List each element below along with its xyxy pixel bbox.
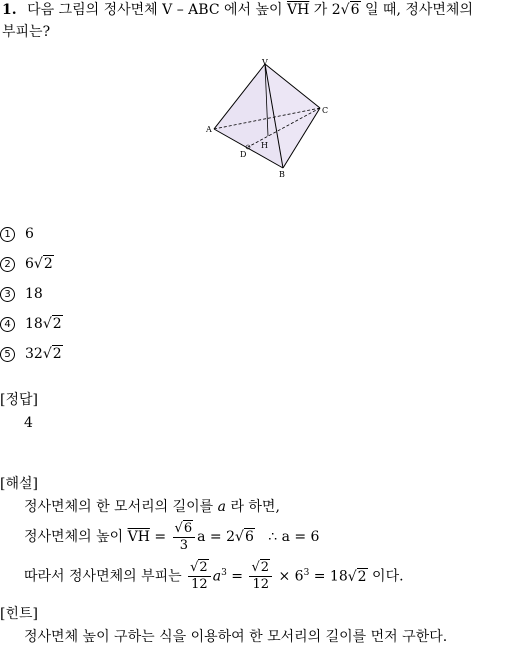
question-text-pre: 다음 그림의 정사면체 V – ABC 에서 높이 bbox=[27, 2, 283, 18]
fraction-root2-over-12: $\frac{√2}{12}$ bbox=[188, 560, 211, 593]
choice-1[interactable] bbox=[0, 226, 34, 242]
explanation-header: [해설] bbox=[0, 476, 38, 492]
choice-3[interactable] bbox=[0, 286, 43, 302]
hint-text: 정사면체 높이 구하는 식을 이용하여 한 모서리의 길이를 먼저 구한다. bbox=[24, 629, 448, 645]
explanation-line-3: 따라서 정사면체의 부피는 $\frac{√2}{12}$ $a^3$ = $\frac{√2}{12}$ × $6^3 = 18√2$ 이다. bbox=[24, 560, 404, 593]
var-a: a bbox=[217, 499, 226, 515]
choice-marker: 5 bbox=[0, 347, 15, 362]
label-a: A bbox=[206, 125, 212, 134]
choice-4[interactable] bbox=[0, 316, 63, 332]
choice-text: 18 bbox=[25, 316, 43, 332]
answer-header: [정답] bbox=[0, 392, 38, 408]
question-line-1 bbox=[2, 0, 473, 20]
tetrahedron-figure bbox=[200, 56, 335, 178]
label-c: C bbox=[322, 106, 329, 115]
choice-text: 6 bbox=[25, 256, 34, 272]
fraction-root6-over-3: $\frac{√6}{3}$ bbox=[173, 521, 196, 554]
choice-marker: 1 bbox=[0, 227, 15, 242]
question-line-2: 부피는? bbox=[2, 24, 51, 40]
label-b: B bbox=[279, 170, 285, 178]
choice-marker: 3 bbox=[0, 287, 15, 302]
fraction-root2-over-12-b: $\frac{√2}{12}$ bbox=[249, 560, 272, 593]
question-text-post: 일 때, 정사면체의 bbox=[364, 2, 473, 18]
choice-marker: 2 bbox=[0, 257, 15, 272]
explanation-line-2: 정사면체의 높이 $\overline{VH}$ = $\frac{√6}{3}$ a = 2√6 ∴ a = 6 bbox=[24, 520, 320, 553]
answer-value: 4 bbox=[24, 415, 33, 431]
question-number: 1. bbox=[2, 2, 17, 18]
sqrt-two: √2 bbox=[33, 256, 53, 272]
choice-text: 6 bbox=[25, 226, 34, 242]
segment-vh: $\overline{VH}$ bbox=[286, 2, 310, 18]
sqrt-six: √6 bbox=[340, 2, 360, 18]
sqrt-two: √2 bbox=[42, 346, 62, 362]
label-h: H bbox=[261, 141, 268, 150]
choice-2[interactable] bbox=[0, 256, 54, 272]
choice-marker: 4 bbox=[0, 317, 15, 332]
choice-text: 32 bbox=[25, 346, 43, 362]
hint-header: [힌트] bbox=[0, 606, 38, 622]
label-d: D bbox=[240, 150, 247, 159]
question-text-mid: 가 2 bbox=[313, 2, 341, 18]
segment-vh: $\overline{VH}$ bbox=[127, 529, 150, 545]
label-v: V bbox=[262, 58, 268, 67]
choice-5[interactable] bbox=[0, 346, 63, 362]
sqrt-two: √2 bbox=[42, 316, 62, 332]
explanation-line-1: 정사면체의 한 모서리의 길이를 a 라 하면, bbox=[24, 499, 280, 515]
choice-text: 18 bbox=[25, 286, 43, 302]
